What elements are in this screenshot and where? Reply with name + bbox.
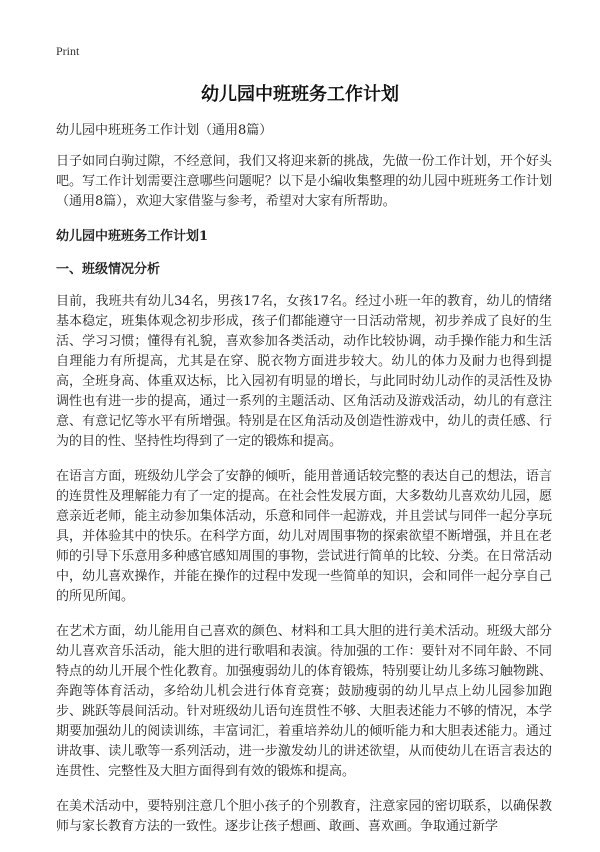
article-body <box>56 121 552 852</box>
body-paragraph: 目前，我班共有幼儿34名，男孩17名，女孩17名。经过小班一年的教育，幼儿的情绪基本稳定，班集体观念初步形成，孩子们都能遵守一日活动常规，初步养成了良好的生活、学习习惯；懂得有礼貌，喜欢参加各类活动，动作比较协调，动手操作能力和生活自理能力有所提高，尤其是在穿、脱衣物方面进步较大。幼儿的体力及耐力也得到提高，全班身高、体重双达标，比入园初有明显的增长，与此同时幼儿动作的灵活性及协调性也有进一步的提高，通过一系列的主题活动、区角活动及游戏活动，幼儿的有意注意、有意记忆等水平有所增强。特别是在区角活动及创造性游戏中，幼儿的责任感、行为的目的性、坚持性均得到了一定的锻炼和提高。 <box>56 294 552 449</box>
body-paragraph: 在语言方面，班级幼儿学会了安静的倾听，能用普通话较完整的表达自己的想法，语言的连贯性及理解能力有了一定的提高。在社会性发展方面，大多数幼儿喜欢幼儿园，愿意亲近老师，能主动参加集体活动，乐意和同伴一起游戏，并且尝试与同伴一起分享玩具，并体验其中的快乐。在科学方面，幼儿对周围事物的探索欲望不断增强，并且在老师的引导下乐意用多种感官感知周围的事物，尝试进行简单的比较、分类。在日常活动中，幼儿喜欢操作，并能在操作的过程中发现一些简单的知识，会和同伴一起分享自己的所见所闻。 <box>56 469 552 604</box>
intro-paragraph: 日子如同白驹过隙，不经意间，我们又将迎来新的挑战，先做一份工作计划，开个好头吧。写工作计划需要注意哪些问题呢？以下是小编收集整理的幼儿园中班班务工作计划（通用8篇），欢迎大家借鉴与参考，希望对大家有所帮助。 <box>56 154 552 209</box>
body-paragraph: 在艺术方面，幼儿能用自己喜欢的颜色、材料和工具大胆的进行美术活动。班级大部分幼儿喜欢音乐活动，能大胆的进行歌唱和表演。待加强的工作：要针对不同年龄、不同特点的幼儿开展个性化教育。加强瘦弱幼儿的体育锻炼，特别要让幼儿多练习触物跳、奔跑等体育活动，多给幼儿机会进行体育竞赛；鼓励瘦弱的幼儿早点上幼儿园参加跑步、跳跃等晨间活动。针对班级幼儿语句连贯性不够、大胆表述能力不够的情况，本学期要加强幼儿的阅读训练，丰富词汇，着重培养幼儿的倾听能力和大胆表述能力。通过讲故事、读儿歌等一系列活动，进一步激发幼儿的讲述欲望，从而使幼儿在语言表达的连贯性、完整性及大胆方面得到有效的锻炼和提高。 <box>56 624 552 779</box>
print-link[interactable]: Print <box>56 44 80 58</box>
plan-heading: 幼儿园中班班务工作计划1 <box>56 229 209 244</box>
article-subtitle: 幼儿园中班班务工作计划（通用8篇） <box>56 123 273 138</box>
section-heading: 一、班级情况分析 <box>56 262 161 277</box>
page-title: 幼儿园中班班务工作计划 <box>201 84 399 105</box>
body-paragraph: 在美术活动中，要特别注意几个胆小孩子的个别教育，注意家园的密切联系，以确保教师与家长教育方法的一致性。逐步让孩子想画、敢画、喜欢画。争取通过新学 <box>56 799 552 834</box>
